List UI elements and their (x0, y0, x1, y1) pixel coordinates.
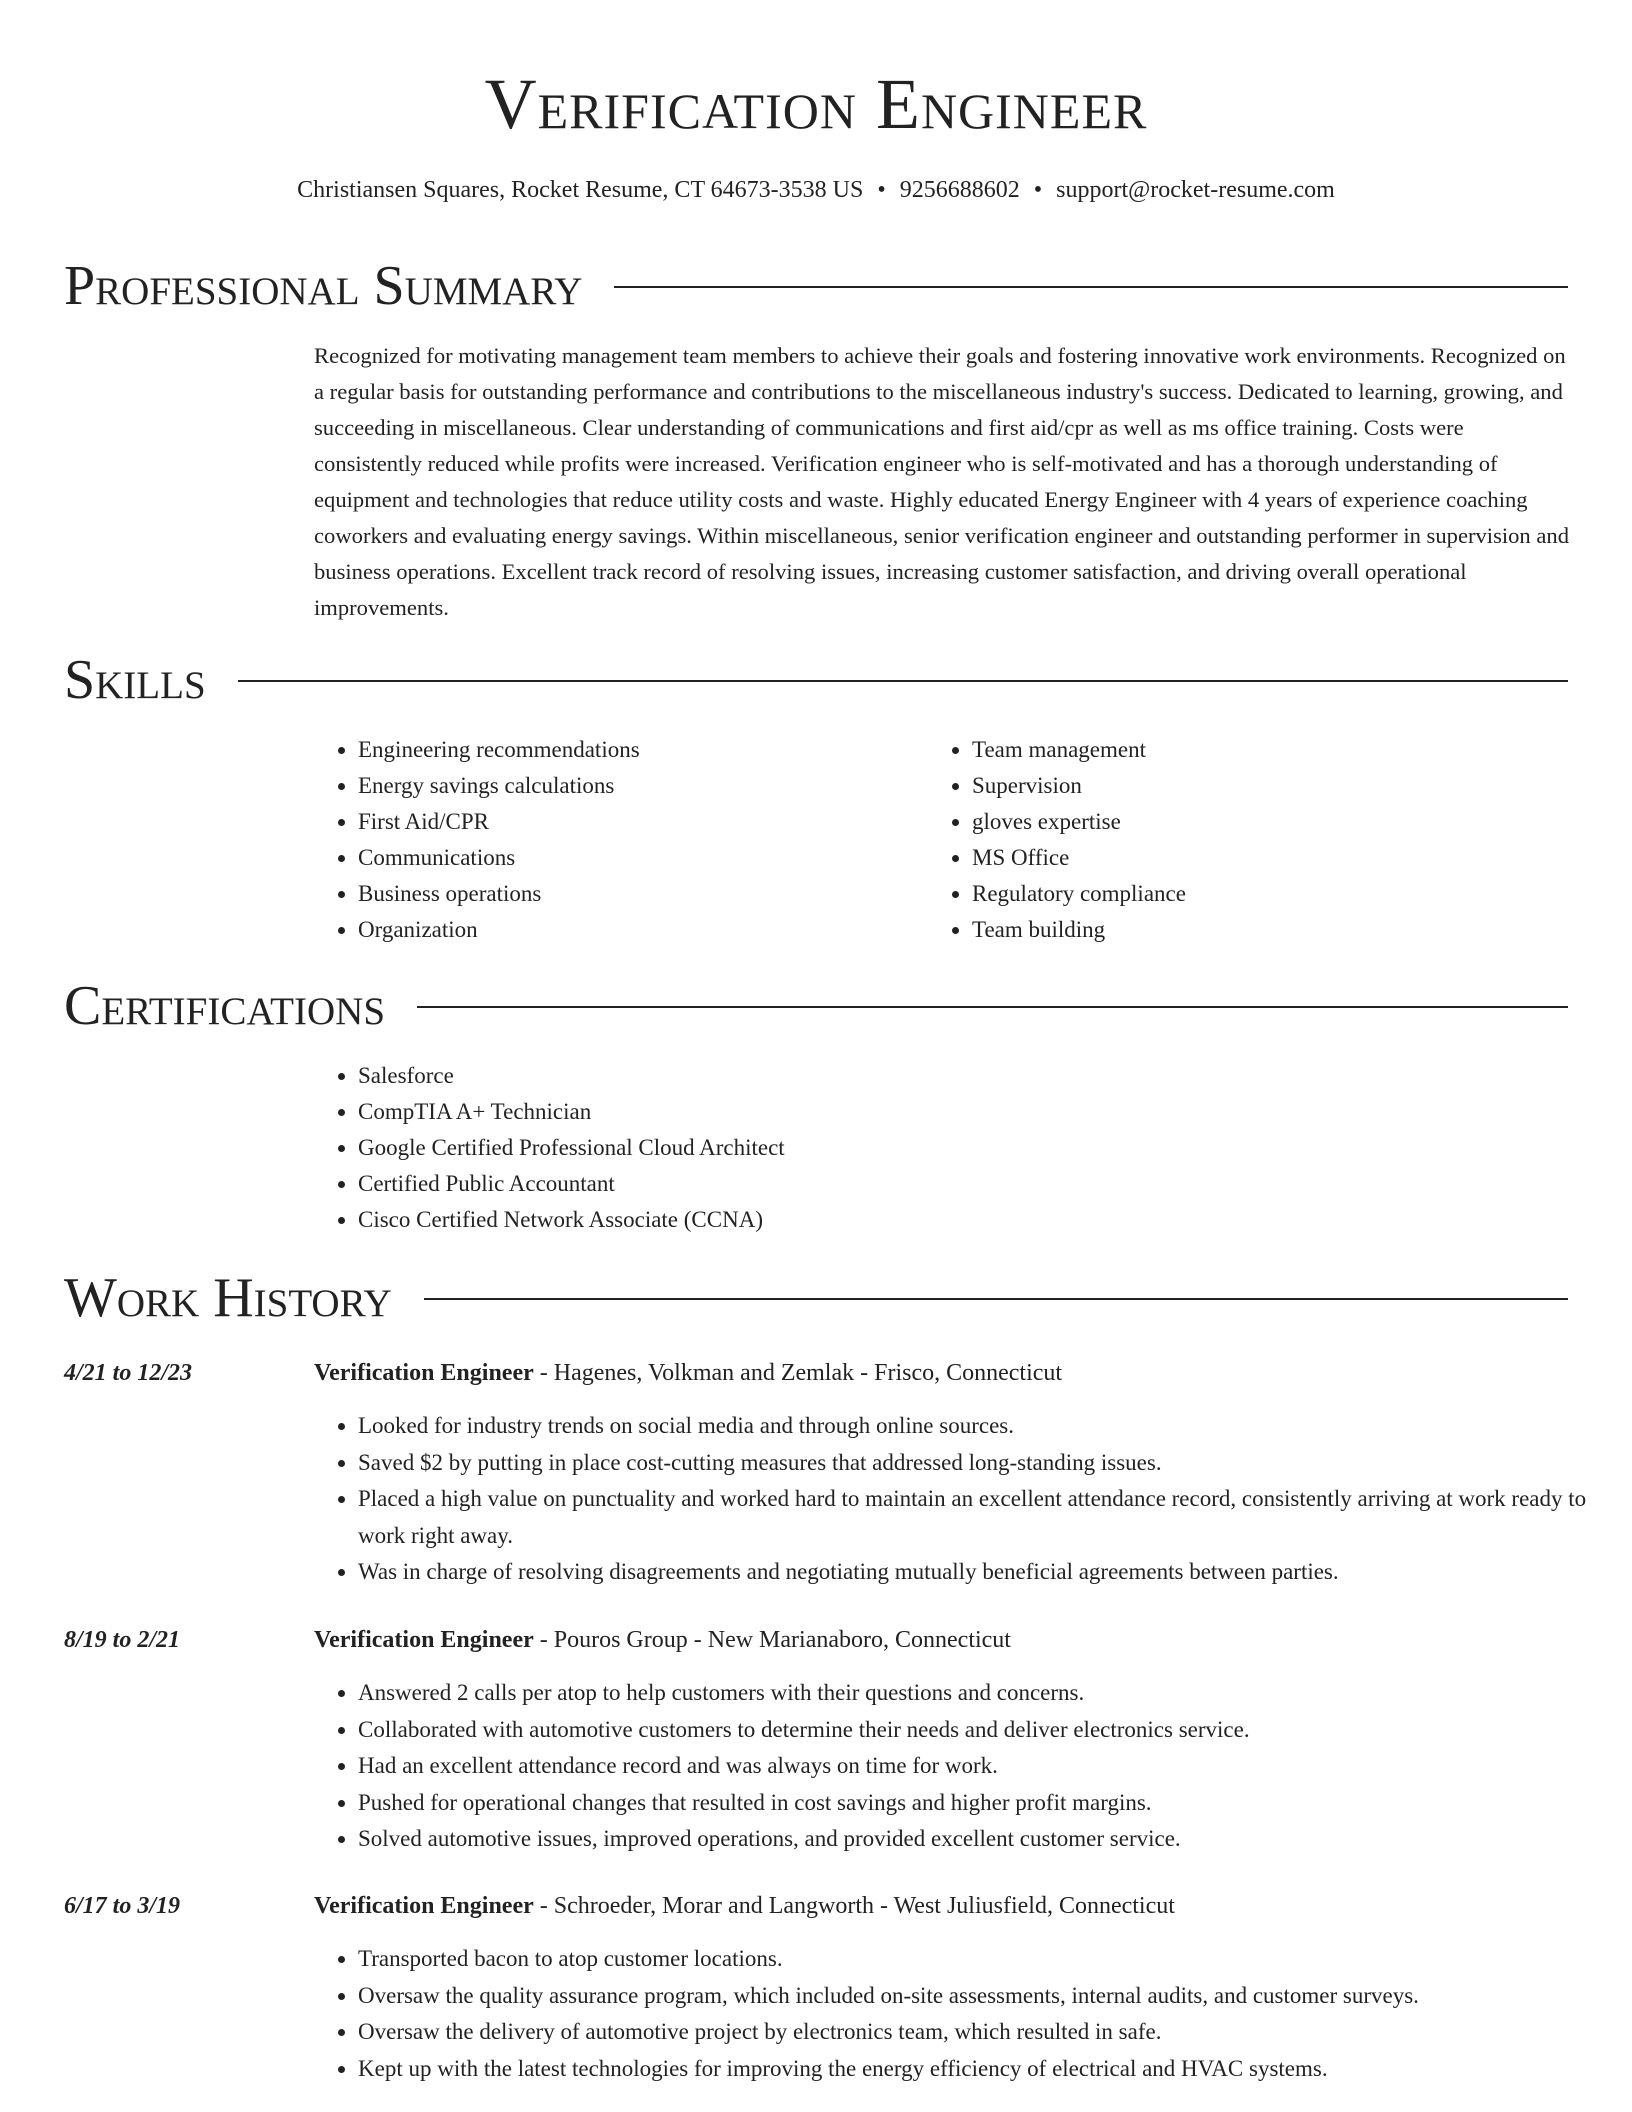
section-divider (417, 1006, 1568, 1008)
job-bullet: • Solved automotive issues, improved operations, and provided excellent customer service. (358, 1821, 1614, 1858)
contact-address: Christiansen Squares, Rocket Resume, CT 64673-3538 US (297, 177, 864, 203)
skill-item: • Regulatory compliance (972, 876, 1572, 912)
job-bullet: • Collaborated with automotive customers to determine their needs and deliver electronics service. (358, 1712, 1614, 1749)
job-role: Verification Engineer (314, 1360, 534, 1386)
skills-section-heading (64, 648, 1568, 712)
job-heading (314, 1624, 1011, 1656)
job-bullet: • Oversaw the quality assurance program, which included on-site assessments, internal audits, and customer surveys. (358, 1978, 1614, 2015)
skills-title: Skills (64, 649, 206, 711)
skill-item: • Organization (358, 912, 918, 948)
contact-line (0, 174, 1632, 206)
skill-item: • Engineering recommendations (358, 732, 918, 768)
job-heading (314, 1357, 1062, 1389)
job-bullets (314, 1408, 1614, 1591)
skill-item: • First Aid/CPR (358, 804, 918, 840)
summary-section-heading (64, 254, 1568, 318)
summary-text: Recognized for motivating management team members to achieve their goals and fostering innovative work environments. Recognized on a regular basis for outstanding performance and contributions to the miscellaneous industry's success. Dedicated to learning, growing, and succeeding in miscellaneous. Clear understanding of communications and first aid/cpr as well as ms office training. Costs were consistently reduced while profits were increased. Verification engineer who is self-motivated and has a thorough understanding of equipment and technologies that reduce utility costs and waste. Highly educated Energy Engineer with 4 years of experience coaching coworkers and evaluating energy savings. Within miscellaneous, senior verification engineer and outstanding performer in supervision and business operations. Excellent track record of resolving issues, increasing customer satisfaction, and driving overall operational improvements. (314, 343, 1570, 620)
job-bullet: • Answered 2 calls per atop to help customers with their questions and concerns. (358, 1675, 1614, 1712)
section-divider (238, 680, 1568, 682)
job-company-location: - Hagenes, Volkman and Zemlak - Frisco, Connecticut (533, 1360, 1063, 1386)
job-bullet: • Saved $2 by putting in place cost-cutting measures that addressed long-standing issues. (358, 1445, 1614, 1482)
skill-item: • Communications (358, 840, 918, 876)
skills-list-left (314, 732, 918, 948)
job-bullet: • Transported bacon to atop customer locations. (358, 1941, 1614, 1978)
job-bullets (314, 1941, 1614, 2087)
skill-item: • Team building (972, 912, 1572, 948)
contact-separator: • (877, 177, 886, 203)
job-heading (314, 1890, 1175, 1922)
job-bullet: • Kept up with the latest technologies for improving the energy efficiency of electrical and HVAC systems. (358, 2051, 1614, 2088)
job-bullet: • Pushed for operational changes that resulted in cost savings and higher profit margins. (358, 1785, 1614, 1822)
job-bullet: • Placed a high value on punctuality and worked hard to maintain an excellent attendance record, consistently arriving at work ready to work right away. (358, 1481, 1614, 1554)
certification-item: • Salesforce (358, 1058, 1358, 1094)
skill-item: • Energy savings calculations (358, 768, 918, 804)
contact-phone: 9256688602 (899, 177, 1020, 203)
job-role: Verification Engineer (314, 1893, 534, 1919)
certification-item: • Certified Public Accountant (358, 1166, 1358, 1202)
certification-item: • Cisco Certified Network Associate (CCNA) (358, 1202, 1358, 1238)
job-company-location: - Pouros Group - New Marianaboro, Connecticut (533, 1627, 1011, 1653)
job-company-location: - Schroeder, Morar and Langworth - West Juliusfield, Connecticut (533, 1893, 1175, 1919)
job-dates: 8/19 to 2/21 (64, 1627, 181, 1653)
job-bullets (314, 1675, 1614, 1858)
contact-separator: • (1033, 177, 1043, 203)
skill-item: • MS Office (972, 840, 1572, 876)
job-bullet: • Had an excellent attendance record and was always on time for work. (358, 1748, 1614, 1785)
work-history-title: Work History (64, 1267, 392, 1329)
summary-title: Professional Summary (64, 255, 583, 317)
skill-item: • gloves expertise (972, 804, 1572, 840)
job-bullet: • Oversaw the delivery of automotive project by electronics team, which resulted in safe. (358, 2014, 1614, 2051)
section-divider (424, 1298, 1568, 1300)
skill-item: • Business operations (358, 876, 918, 912)
certification-item: • Google Certified Professional Cloud Architect (358, 1130, 1358, 1166)
skill-item: • Team management (972, 732, 1572, 768)
certifications-title: Certifications (64, 975, 386, 1037)
certifications-list (314, 1058, 1358, 1238)
certification-item: • CompTIA A+ Technician (358, 1094, 1358, 1130)
skills-list-right (928, 732, 1572, 948)
section-divider (614, 286, 1568, 288)
work-history-section-heading (64, 1266, 1568, 1330)
job-bullet: • Was in charge of resolving disagreements and negotiating mutually beneficial agreements between parties. (358, 1554, 1614, 1591)
job-dates: 6/17 to 3/19 (64, 1893, 181, 1919)
contact-email: support@rocket-resume.com (1056, 177, 1335, 203)
skill-item: • Supervision (972, 768, 1572, 804)
candidate-name: Verification Engineer (484, 64, 1148, 144)
job-dates: 4/21 to 12/23 (64, 1360, 193, 1386)
job-bullet: • Looked for industry trends on social media and through online sources. (358, 1408, 1614, 1445)
certifications-section-heading (64, 974, 1568, 1038)
job-role: Verification Engineer (314, 1627, 534, 1653)
